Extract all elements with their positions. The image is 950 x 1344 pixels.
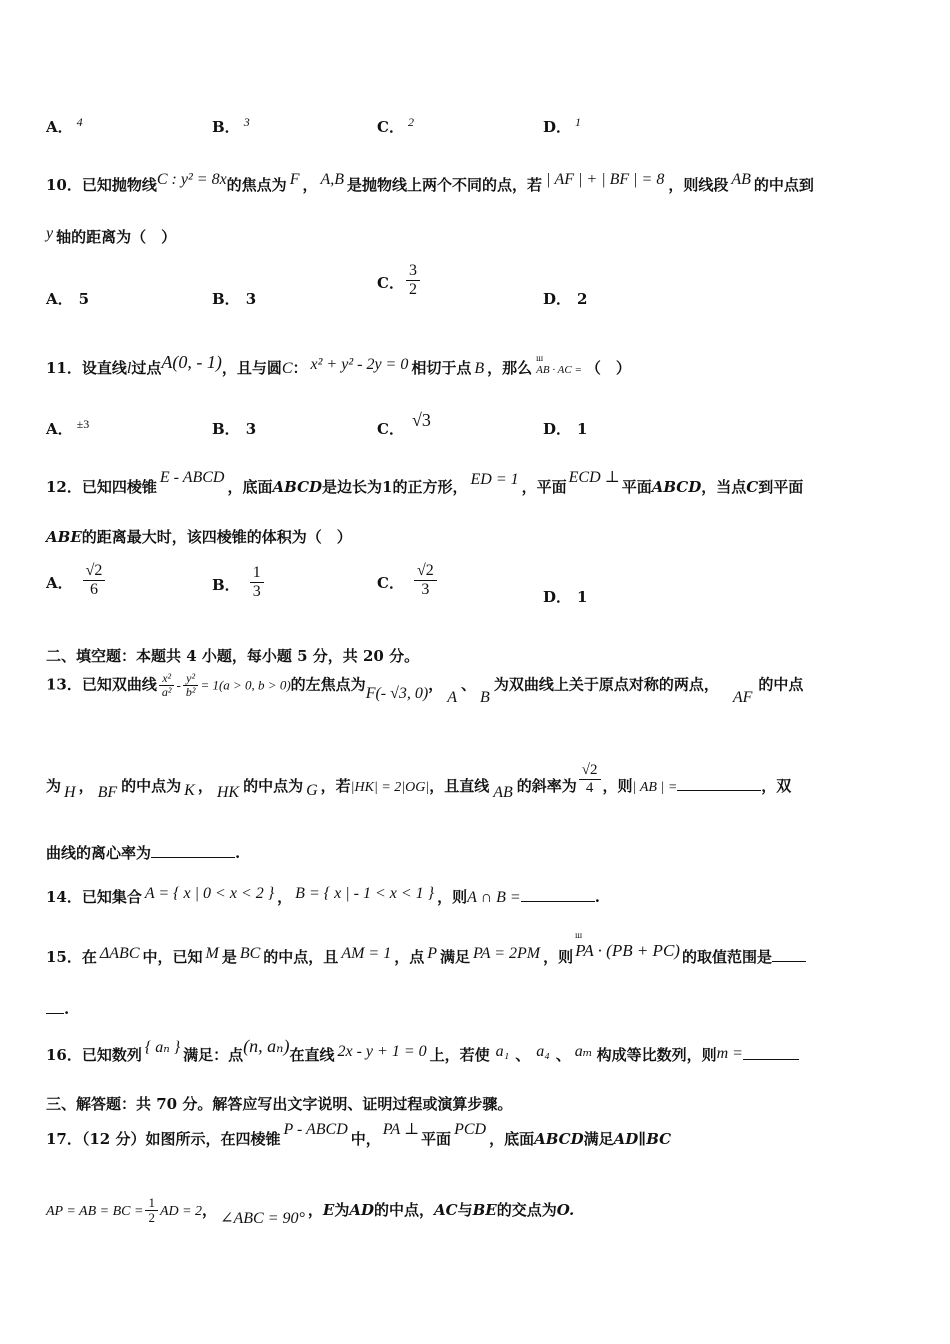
math: A,B (320, 171, 345, 188)
answer-blank[interactable] (46, 1013, 64, 1014)
text: ，平面 (521, 478, 567, 496)
q9-option-b (212, 116, 250, 137)
math: H (64, 784, 76, 801)
q9-option-c (377, 116, 414, 137)
text: ，底面 (227, 478, 273, 496)
option-label: B． (212, 420, 240, 438)
numerator: 1 (145, 1196, 158, 1211)
math: E - ABCD (159, 469, 225, 486)
math: PA = 2PM (473, 945, 541, 962)
text: ，双 (761, 777, 792, 795)
math: l (126, 360, 132, 377)
q12-option-a (46, 562, 107, 598)
option-value: 1 (577, 588, 588, 606)
answer-blank[interactable] (151, 857, 235, 858)
text: 的左焦点为 (290, 675, 366, 694)
option-label: C． (377, 420, 404, 438)
text: 1 (382, 478, 393, 496)
math: |HK| = 2|OG| (350, 780, 430, 795)
text: 满足 (440, 948, 471, 966)
text: ABCD (651, 478, 702, 496)
text: ， (307, 1200, 323, 1219)
option-value: 1 (575, 115, 582, 129)
q10-option-a (46, 288, 89, 309)
math: (n, aₙ) (243, 1036, 290, 1056)
option-label: A． (46, 118, 73, 136)
math: PCD (454, 1121, 487, 1138)
option-value: 1 (577, 420, 588, 438)
math: AB (731, 171, 751, 188)
text: ，且直线 (429, 777, 490, 795)
q13-line-1 (46, 671, 910, 706)
option-value: ±3 (76, 417, 90, 431)
text: ，且与圆 (221, 359, 282, 377)
text: 的正方形， (392, 478, 468, 496)
answer-blank[interactable] (521, 901, 595, 902)
text: 是边长为 (322, 478, 383, 496)
math: C (281, 360, 293, 377)
text: 相切于点 (411, 359, 472, 377)
q15-line-2 (46, 1000, 910, 1018)
q12-line-2 (46, 526, 910, 547)
math: BF (97, 784, 118, 801)
option-label: A． (46, 420, 73, 438)
option-label: D． (543, 588, 572, 606)
math: m = (716, 1045, 743, 1062)
text: ，那么 (487, 359, 533, 377)
text: 满足：点 (183, 1046, 244, 1064)
math: P - ABCD (283, 1121, 348, 1138)
fraction (406, 262, 420, 298)
q13-line-2 (46, 762, 910, 804)
text: ABE (46, 528, 82, 546)
text: 上，若使 (429, 1046, 490, 1064)
numerator: √2 (414, 562, 437, 581)
math: ш PA · (PB + PC) (575, 941, 680, 961)
text: （ ） (585, 359, 631, 377)
fraction (183, 672, 199, 699)
fraction (579, 762, 601, 796)
text: 13．已知双曲线 (46, 675, 157, 694)
math: A ∩ B = (467, 889, 521, 906)
math: y (46, 225, 54, 242)
text: . (235, 844, 241, 862)
text: 到平面 (758, 478, 804, 496)
text: BE (472, 1200, 497, 1219)
answer-blank[interactable] (743, 1059, 799, 1060)
math: AM = 1 (341, 945, 392, 962)
math: F (289, 171, 300, 188)
q9-option-d (543, 116, 581, 137)
text: ，底面 (489, 1130, 535, 1148)
option-label: A． (46, 290, 73, 308)
denominator: a² (161, 685, 172, 700)
math: A(0, - 1) (161, 352, 222, 372)
text: E (322, 1200, 335, 1219)
text: AD (349, 1200, 375, 1219)
math: 2x - y + 1 = 0 (337, 1043, 427, 1060)
text: ， (302, 176, 318, 194)
math: B (474, 360, 485, 377)
math: C : y² = 8x (156, 171, 227, 188)
text: AD∥BC (613, 1130, 672, 1148)
text: ABCD (534, 1130, 584, 1148)
text: . (64, 1000, 70, 1018)
option-label: C． (377, 274, 404, 293)
option-value: √3 (411, 410, 431, 430)
q14-line (46, 886, 910, 907)
text: C (746, 478, 759, 496)
numerator: x² (159, 672, 174, 686)
denominator: b² (185, 685, 196, 700)
numerator: 3 (406, 262, 420, 281)
section-2-heading: 二、填空题：本题共 4 小题，每小题 5 分，共 20 分。 (46, 647, 420, 665)
text: 平面 (421, 1130, 452, 1148)
math: F(- √3, 0) (365, 684, 429, 702)
option-label: D． (543, 420, 572, 438)
option-label: D． (543, 118, 572, 136)
math: x² + y² - 2y = 0 (310, 356, 409, 373)
text: 的焦点为 (226, 176, 287, 194)
text: 中，已知 (142, 948, 203, 966)
option-label: D． (543, 290, 572, 308)
text: 的交点为 (496, 1200, 557, 1219)
math: A = { x | 0 < x < 2 } (144, 885, 275, 902)
math: | AF | + | BF | = 8 (546, 171, 665, 188)
text: 的中点 (758, 675, 804, 694)
text: 17．（12 分）如图所示，在四棱锥 (46, 1130, 281, 1148)
text: 为 (334, 1200, 350, 1219)
math: HK (216, 784, 240, 801)
text: 16．已知数列 (46, 1046, 142, 1064)
math: AB (493, 784, 513, 801)
math: = 1(a > 0, b > 0) (200, 677, 291, 693)
math: G (306, 782, 318, 799)
text: 是 (221, 948, 237, 966)
math: P (427, 945, 438, 962)
text: 构成等比数列，则 (596, 1046, 717, 1064)
q11-option-b (212, 418, 256, 439)
text: 过点 (131, 359, 162, 377)
math: ∠ABC = 90° (220, 1209, 305, 1227)
numerator: y² (183, 672, 198, 686)
math: M (205, 945, 219, 962)
q13-line-3 (46, 842, 910, 863)
math: AP = AB = BC = (46, 1203, 144, 1219)
math: B = { x | - 1 < x < 1 } (295, 885, 435, 902)
text: ， (277, 888, 293, 906)
text: ，则 (437, 888, 468, 906)
text: O. (556, 1200, 575, 1219)
math: - (176, 677, 181, 693)
text: ，当点 (701, 478, 747, 496)
fraction (159, 672, 175, 699)
text: ABCD (272, 478, 323, 496)
q11-line-1 (46, 352, 910, 378)
math: | AB | = (632, 780, 678, 795)
answer-blank[interactable] (772, 961, 806, 962)
text: 的中点到 (753, 176, 814, 194)
text: ， (202, 1200, 218, 1219)
answer-blank[interactable] (677, 790, 761, 791)
text: 的中点， (374, 1200, 435, 1219)
option-value: 4 (76, 115, 83, 129)
text: . (594, 888, 600, 906)
denominator: 2 (148, 1210, 155, 1226)
q12-option-d (543, 586, 587, 607)
q10-line-2 (46, 226, 910, 247)
q12-option-c (377, 562, 439, 598)
denominator: 3 (252, 582, 261, 600)
math: ш AB · AC = (536, 364, 582, 376)
math: PA ⊥ (382, 1121, 420, 1138)
text: 的距离最大时，该四棱锥的体积为（ ） (81, 528, 352, 546)
text: ， (428, 675, 444, 694)
math: { aₙ } (144, 1039, 181, 1056)
text: ， (197, 777, 213, 795)
q10-option-c (377, 262, 422, 298)
text: 满足 (583, 1130, 614, 1148)
q12-option-b (212, 564, 266, 600)
text: 中， (350, 1130, 381, 1148)
text: 的中点为 (121, 777, 182, 795)
option-value: 3 (245, 420, 257, 438)
math: ED = 1 (470, 471, 519, 488)
text: 是抛物线上两个不同的点，若 (347, 176, 543, 194)
text: 的斜率为 (516, 777, 577, 795)
fraction (83, 562, 106, 598)
text: 轴的距离为（ ） (56, 228, 177, 246)
text: 、 (461, 675, 477, 694)
text: 、 (515, 1046, 531, 1064)
math: AD = 2 (159, 1203, 203, 1219)
text: ， (78, 777, 94, 795)
q10-option-d (543, 288, 587, 309)
text: 10．已知抛物线 (46, 176, 157, 194)
denominator: 3 (421, 580, 430, 598)
q9-option-a (46, 116, 83, 137)
math: a₄ (536, 1043, 550, 1060)
option-label: B． (212, 290, 240, 308)
text: ： (292, 359, 308, 377)
math: B (480, 688, 490, 706)
numerator: 1 (250, 564, 264, 583)
section-3-heading: 三、解答题：共 70 分。解答应写出文字说明、证明过程或演算步骤。 (46, 1095, 513, 1113)
text: 11．设直线 (46, 359, 127, 377)
text: AC (434, 1200, 458, 1219)
math: K (184, 782, 195, 799)
q11-option-c (377, 410, 431, 439)
q10-line-1 (46, 171, 910, 195)
q16-line (46, 1036, 910, 1065)
q11-option-a (46, 418, 89, 439)
text: 12．已知四棱锥 (46, 478, 157, 496)
option-label: B． (212, 118, 240, 136)
text: ，则线段 (668, 176, 729, 194)
numerator: √2 (579, 762, 601, 780)
text: 平面 (621, 478, 652, 496)
math: A (447, 688, 458, 706)
q10-option-b (212, 288, 256, 309)
math: ΔABC (99, 945, 140, 962)
option-value: 3 (243, 115, 250, 129)
option-value: 3 (245, 290, 257, 308)
fraction (250, 564, 264, 600)
text: ，若 (320, 777, 351, 795)
q11-option-d (543, 418, 587, 439)
text: 为双曲线上关于原点对称的两点， (493, 675, 719, 694)
math: a₁ (495, 1043, 510, 1060)
text: 的中点，且 (263, 948, 339, 966)
option-label: C． (377, 118, 404, 136)
math: aₘ (574, 1043, 593, 1060)
option-label: A． (46, 574, 73, 593)
denominator: 4 (585, 779, 594, 796)
fraction (414, 562, 437, 598)
text: 曲线的离心率为 (46, 844, 152, 862)
option-value: 2 (407, 115, 414, 129)
text: 在直线 (289, 1046, 335, 1064)
q15-line-1 (46, 941, 910, 967)
q17-line-1 (46, 1121, 910, 1149)
option-label: C． (377, 574, 404, 593)
math: AF (732, 688, 753, 706)
text: ，则 (543, 948, 574, 966)
text: ，点 (394, 948, 425, 966)
text: 与 (457, 1200, 473, 1219)
option-value: 2 (577, 290, 588, 308)
math: BC (239, 945, 261, 962)
text: 15．在 (46, 948, 97, 966)
text: 的取值范围是 (681, 948, 772, 966)
text: ，则 (602, 777, 633, 795)
option-value: 5 (78, 290, 90, 308)
text: 为 (46, 777, 62, 795)
text: 的中点为 (243, 777, 304, 795)
math: ECD ⊥ (568, 469, 620, 486)
text: 、 (555, 1046, 571, 1064)
numerator: √2 (83, 562, 106, 581)
text: 14．已知集合 (46, 888, 142, 906)
denominator: 2 (408, 280, 417, 298)
option-label: B． (212, 576, 240, 595)
q17-line-2 (46, 1196, 910, 1226)
denominator: 6 (90, 580, 99, 598)
fraction (145, 1196, 158, 1226)
q12-line-1 (46, 469, 910, 497)
